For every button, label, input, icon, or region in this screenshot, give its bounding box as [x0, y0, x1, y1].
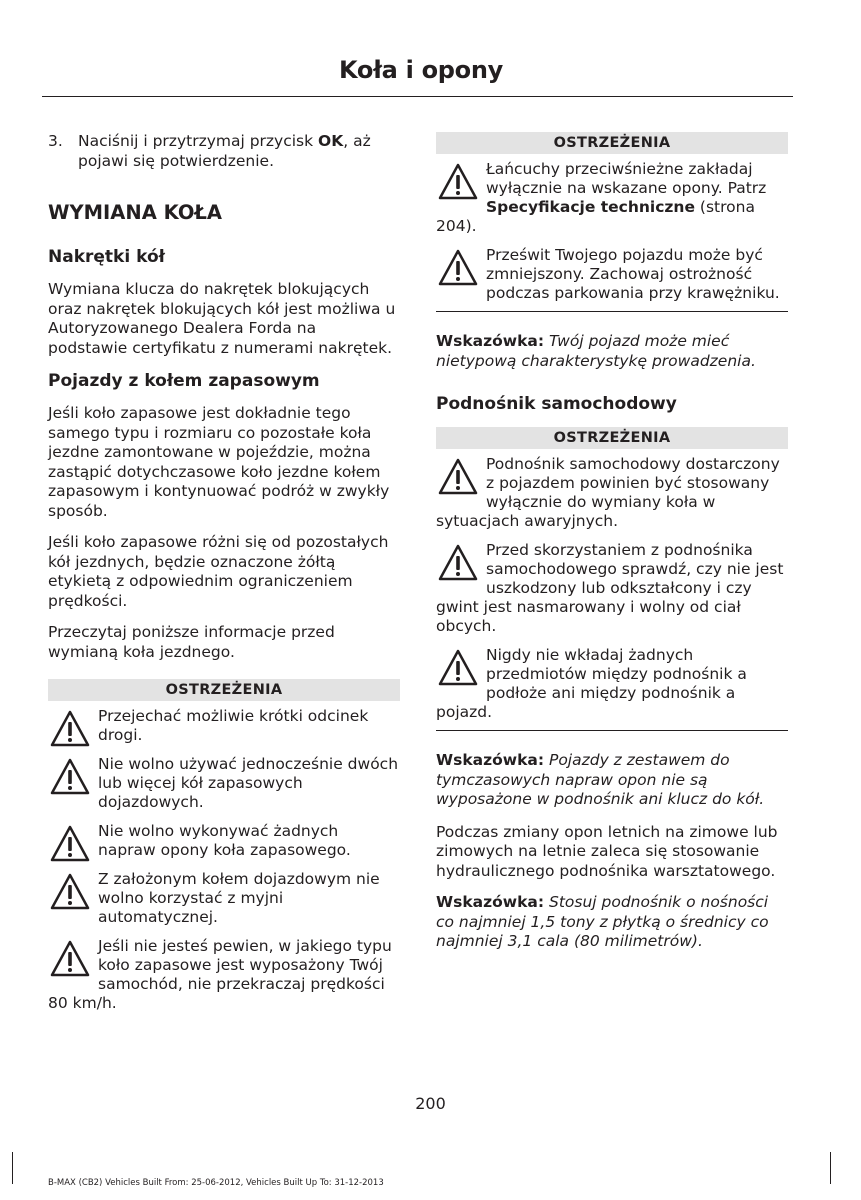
warning-text: Prześwit Twojego pojazdu może być zmniejszony. Zachowaj ostrożność podczas parkowania przy krawężniku. — [486, 246, 780, 302]
warning-item — [436, 455, 788, 531]
note — [436, 332, 788, 371]
subsection-title-spare-wheel: Pojazdy z kołem zapasowym — [48, 371, 320, 391]
warning-item — [436, 541, 788, 636]
paragraph: Wymiana klucza do nakrętek blokujących oraz nakrętek blokujących kół jest możliwa u Autoryzowanego Dealera Forda na podstawie certyfikatu z numerami nakrętek. — [48, 280, 396, 357]
warning-triangle-icon — [50, 872, 90, 912]
paragraph: Podczas zmiany opon letnich na zimowe lub zimowych na letnie zaleca się stosowanie hydraulicznego podnośnika warsztatowego. — [436, 822, 778, 880]
note-label: Wskazówka: — [436, 893, 545, 911]
warnings-heading: OSTRZEŻENIA — [436, 427, 788, 449]
note-label: Wskazówka: — [436, 332, 545, 350]
step-item — [48, 132, 400, 171]
crop-mark — [12, 1152, 13, 1184]
warning-triangle-icon — [438, 162, 478, 202]
note — [436, 893, 788, 952]
paragraph: Jeśli koło zapasowe różni się od pozostałych kół jezdnych, będzie oznaczone żółtą etykietą z odpowiednim ograniczeniem prędkości. — [48, 533, 389, 610]
warning-item — [436, 246, 788, 303]
left-column — [48, 132, 400, 1041]
warning-text: Jeśli nie jesteś pewien, w jakiego typu koło zapasowe jest wyposażony Twój samochód, nie przekraczaj prędkości 80 km/h. — [48, 937, 392, 1012]
warnings-heading: OSTRZEŻENIA — [436, 132, 788, 154]
ok-button-reference: OK — [318, 132, 344, 150]
paragraph: Jeśli koło zapasowe jest dokładnie tego samego typu i rozmiaru co pozostałe koła jezdne zamontowane w pojeździe, można zastąpić dotychczasowe koło jezdne kołem zapasowym i kontynuować podróż w zwykły sposób. — [48, 404, 390, 520]
section-title: WYMIANA KOŁA — [48, 201, 223, 224]
paragraph: Przeczytaj poniższe informacje przed wymianą koła jezdnego. — [48, 623, 335, 661]
warning-text: Z założonym kołem dojazdowym nie wolno korzystać z myjni automatycznej. — [98, 870, 380, 926]
warning-text: Nie wolno używać jednocześnie dwóch lub więcej kół zapasowych dojazdowych. — [98, 755, 399, 811]
warning-triangle-icon — [50, 824, 90, 864]
warning-text: Nigdy nie wkładaj żadnych przedmiotów między podnośnik a podłoże ani między podnośnik a pojazd. — [436, 646, 747, 721]
note-text: Twój pojazd może mieć nietypową charakterystykę prowadzenia. — [436, 332, 756, 370]
warning-item — [48, 707, 400, 745]
warning-triangle-icon — [438, 248, 478, 288]
header-divider — [42, 96, 793, 97]
subsection-title-wheel-nuts: Nakrętki kół — [48, 247, 165, 267]
warning-item — [48, 755, 400, 812]
note — [436, 751, 788, 810]
warning-triangle-icon — [50, 709, 90, 749]
warning-triangle-icon — [438, 457, 478, 497]
warning-text: Przed skorzystaniem z podnośnika samochodowego sprawdź, czy nie jest uszkodzony lub odkształcony i czy gwint jest nasmarowany i wolny od ciał obcych. — [436, 541, 784, 635]
warnings-heading: OSTRZEŻENIA — [48, 679, 400, 701]
warnings-box — [436, 132, 788, 312]
note-text: Stosuj podnośnik o nośności co najmniej 1,5 tony z płytką o średnicy co najmniej 3,1 cala (80 milimetrów). — [436, 893, 769, 950]
warning-triangle-icon — [438, 648, 478, 688]
page-title: Koła i opony — [339, 56, 503, 84]
warning-text: Przejechać możliwie krótki odcinek drogi. — [98, 707, 369, 744]
warning-item — [48, 937, 400, 1013]
warning-triangle-icon — [50, 757, 90, 797]
footer-text: B-MAX (CB2) Vehicles Built From: 25-06-2012, Vehicles Built Up To: 31-12-2013 — [48, 1178, 384, 1188]
warning-item — [436, 160, 788, 236]
subsection-title-jack: Podnośnik samochodowy — [436, 394, 677, 414]
warning-text: Podnośnik samochodowy dostarczony z pojazdem powinien być stosowany wyłącznie do wymiany koła w sytuacjach awaryjnych. — [436, 455, 780, 530]
cross-reference: Specyfikacje techniczne — [486, 198, 695, 216]
step-number: 3. — [48, 132, 63, 150]
right-column — [436, 132, 788, 965]
warning-text: Łańcuchy przeciwśnieżne zakładaj wyłącznie na wskazane opony. Patrz Specyfikacje techniczne (strona 204). — [436, 160, 767, 235]
warnings-box — [436, 427, 788, 731]
warning-item — [436, 646, 788, 722]
warning-item — [48, 822, 400, 860]
note-label: Wskazówka: — [436, 751, 545, 769]
page-number: 200 — [415, 1094, 446, 1113]
note-text: Pojazdy z zestawem do tymczasowych napraw opon nie są wyposażone w podnośnik ani klucz do kół. — [436, 751, 765, 808]
warnings-box — [48, 679, 400, 1021]
warning-triangle-icon — [438, 543, 478, 583]
warning-text: Nie wolno wykonywać żadnych napraw opony koła zapasowego. — [98, 822, 351, 859]
step-text: Naciśnij i przytrzymaj przycisk OK, aż pojawi się potwierdzenie. — [78, 132, 371, 170]
crop-mark — [830, 1152, 831, 1184]
warning-item — [48, 870, 400, 927]
warning-triangle-icon — [50, 939, 90, 979]
